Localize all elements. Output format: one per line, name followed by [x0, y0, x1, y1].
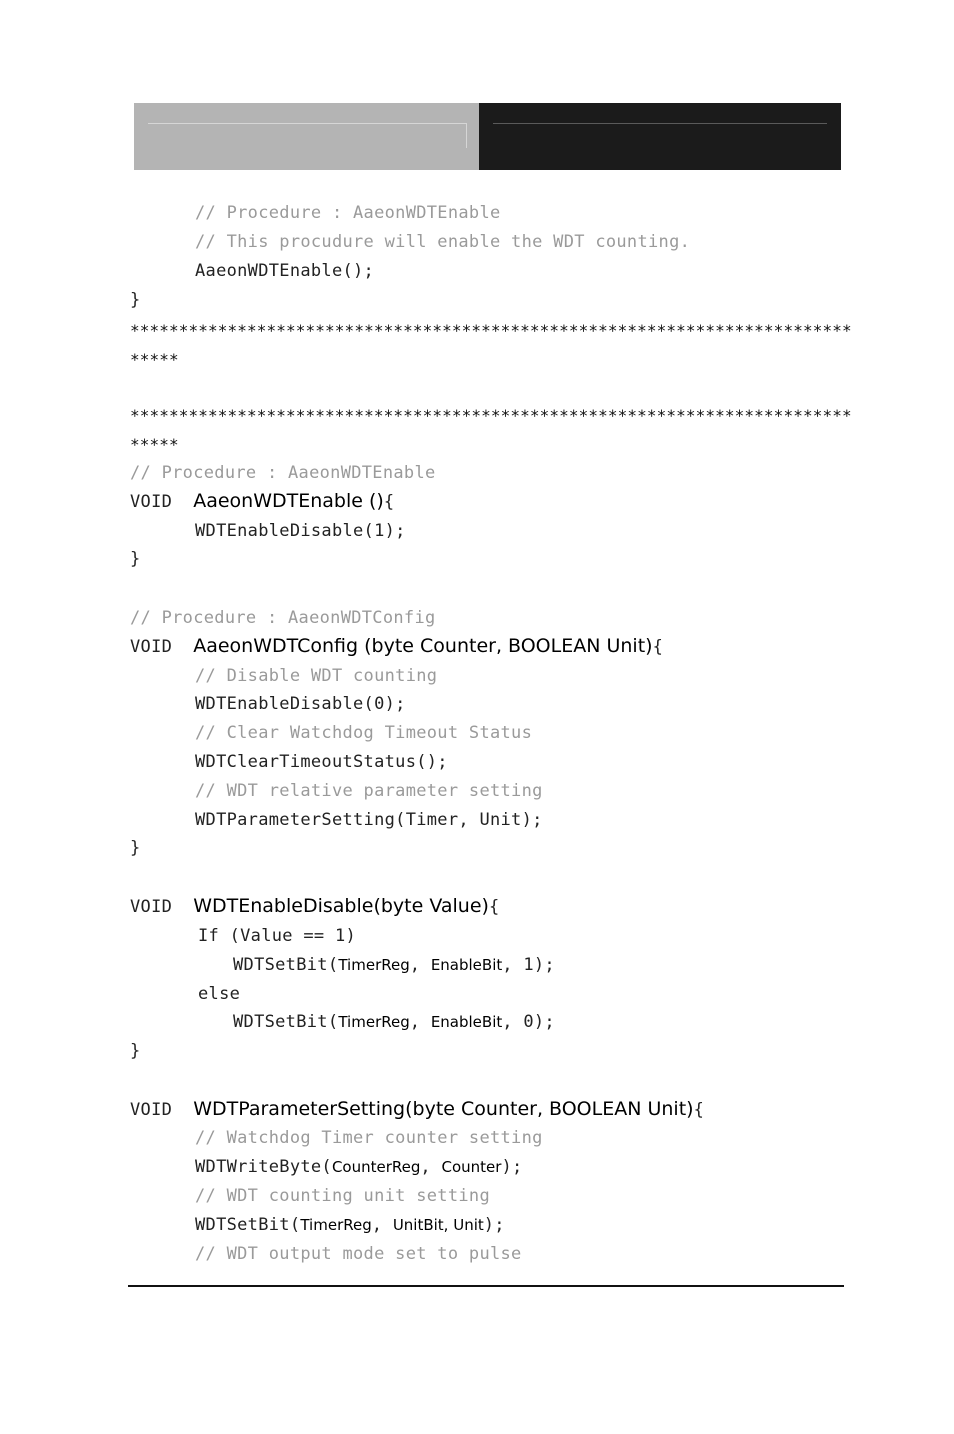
code-brace: }	[130, 290, 141, 310]
call-argument: TimerReg	[338, 956, 410, 974]
function-name: AaeonWDTConfig (byte Counter, BOOLEAN Unit)	[193, 635, 653, 657]
keyword: VOID	[130, 637, 173, 657]
function-signature	[130, 896, 499, 917]
function-name: WDTParameterSetting(byte Counter, BOOLEAN Unit)	[193, 1098, 694, 1120]
function-signature	[130, 1099, 704, 1120]
code-comment: // Clear Watchdog Timeout Status	[195, 723, 533, 743]
keyword: VOID	[130, 897, 173, 917]
code-comment: // Watchdog Timer counter setting	[195, 1128, 543, 1148]
code-line: WDTParameterSetting(Timer, Unit);	[195, 810, 543, 830]
code-line: WDTEnableDisable(0);	[195, 694, 406, 714]
footer-divider	[128, 1285, 844, 1287]
call-name: WDTSetBit(	[195, 1215, 301, 1235]
call-end: );	[501, 1157, 523, 1177]
code-brace: }	[130, 549, 141, 569]
separator-stars: **************************************************************************	[130, 406, 852, 425]
call-argument: UnitBit, Unit	[392, 1216, 484, 1234]
code-line	[233, 955, 555, 975]
code-brace: }	[130, 838, 141, 858]
function-signature	[130, 491, 394, 512]
call-name: WDTWriteByte(	[195, 1157, 332, 1177]
open-brace: {	[383, 492, 395, 512]
code-line	[195, 1157, 523, 1177]
call-name: WDTSetBit(	[233, 955, 339, 975]
code-comment: // Procedure : AaeonWDTConfig	[130, 608, 436, 628]
separator-stars: **************************************************************************	[130, 321, 852, 340]
call-argument: EnableBit	[430, 1013, 503, 1031]
function-signature	[130, 636, 663, 657]
keyword: VOID	[130, 492, 173, 512]
call-argument: CounterReg	[331, 1158, 421, 1176]
code-line: else	[198, 984, 241, 1004]
call-name: WDTSetBit(	[233, 1012, 339, 1032]
header-banner-left	[134, 103, 479, 170]
call-end: , 1);	[502, 955, 555, 975]
open-brace: {	[693, 1100, 705, 1120]
code-brace: }	[130, 1041, 141, 1061]
header-banner-right	[479, 103, 841, 170]
arg-separator: ,	[409, 1012, 431, 1032]
call-end: , 0);	[502, 1012, 555, 1032]
code-comment: // Procedure : AaeonWDTEnable	[130, 463, 436, 483]
code-comment: // Procedure : AaeonWDTEnable	[195, 203, 501, 223]
code-line: If (Value == 1)	[198, 926, 357, 946]
arg-separator: ,	[409, 955, 431, 975]
code-comment: // Disable WDT counting	[195, 666, 438, 686]
code-line: WDTClearTimeoutStatus();	[195, 752, 448, 772]
code-comment: // This procudure will enable the WDT counting.	[195, 232, 691, 252]
code-line: WDTEnableDisable(1);	[195, 521, 406, 541]
separator-stars: *****	[130, 435, 179, 454]
header-right-rule	[493, 123, 827, 124]
function-name: WDTEnableDisable(byte Value)	[193, 895, 489, 917]
call-end: );	[483, 1215, 505, 1235]
code-comment: // WDT counting unit setting	[195, 1186, 490, 1206]
open-brace: {	[652, 637, 664, 657]
function-name: AaeonWDTEnable ()	[193, 490, 384, 512]
code-line	[233, 1012, 555, 1032]
arg-separator: ,	[420, 1157, 442, 1177]
code-line: AaeonWDTEnable();	[195, 261, 375, 281]
code-line	[195, 1215, 505, 1235]
code-comment: // WDT output mode set to pulse	[195, 1244, 522, 1264]
keyword: VOID	[130, 1100, 173, 1120]
code-comment: // WDT relative parameter setting	[195, 781, 543, 801]
arg-separator: ,	[371, 1215, 393, 1235]
call-argument: TimerReg	[338, 1013, 410, 1031]
separator-stars: *****	[130, 350, 179, 369]
header-left-rule	[148, 123, 467, 148]
call-argument: Counter	[441, 1158, 502, 1176]
call-argument: TimerReg	[300, 1216, 372, 1234]
open-brace: {	[488, 897, 500, 917]
call-argument: EnableBit	[430, 956, 503, 974]
